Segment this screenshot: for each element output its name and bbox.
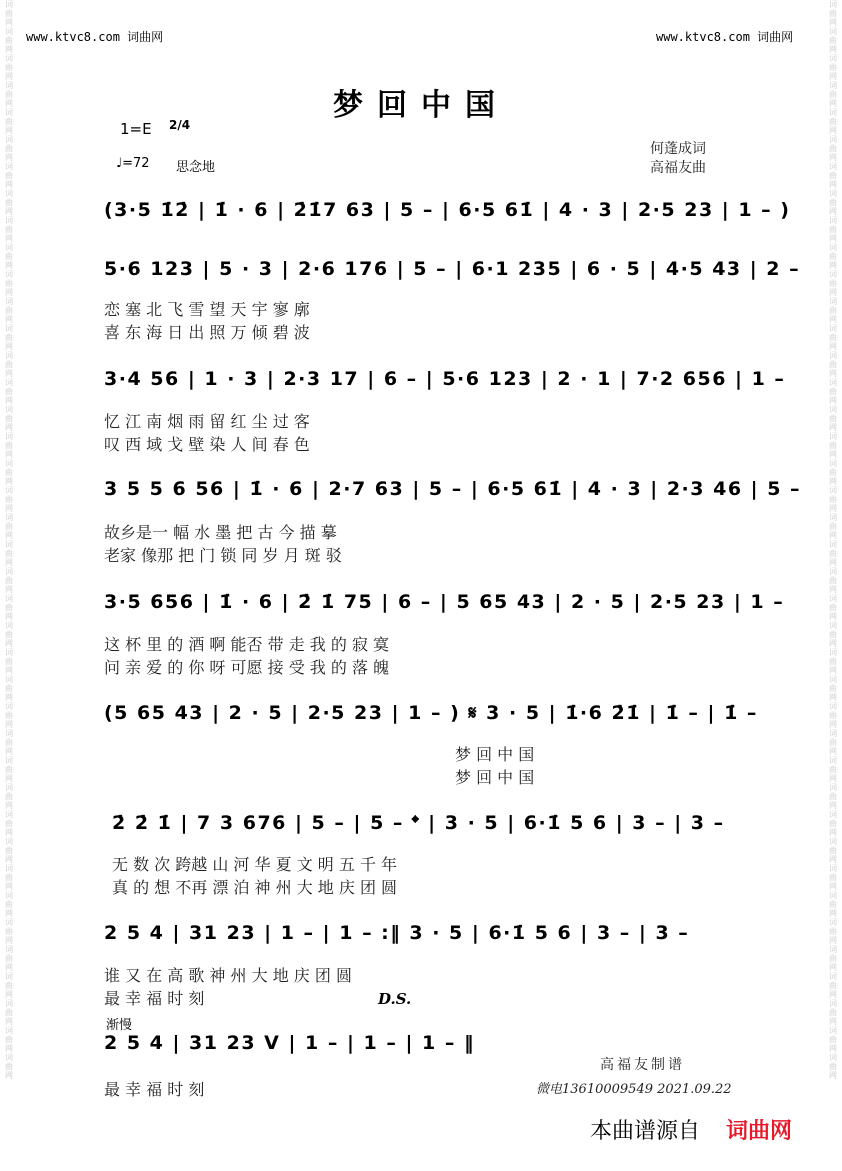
notation-row-5: 3·5 656 | 1̇ · 6 | 2̇ 1̇ 75 | 6 – | 5 65 43 | 2 · 5 | 2·5 23 | 1 – bbox=[104, 591, 785, 613]
lyric-row-3-verse-2: 叹 西 域 戈 壁 染 人 间 春 色 bbox=[104, 435, 310, 454]
time-signature: 2/4 bbox=[169, 118, 191, 132]
lyric-row-8-verse-1: 谁 又 在 高 歌 神 州 大 地 庆 团 圆 bbox=[104, 966, 352, 985]
notation-row-3: 3·4 56 | 1 · 3 | 2·3 17 | 6 – | 5·6 123 | 2 · 1 | 7·2 656 | 1 – bbox=[104, 368, 786, 390]
lyric-row-8-verse-2: 最 幸 福 时 刻 bbox=[104, 989, 205, 1008]
notation-row-2: 5·6 123 | 5 · 3 | 2·6 176 | 5 – | 6·1 235 | 6 · 5 | 4·5 43 | 2 – bbox=[104, 258, 801, 280]
notation-row-7: 2̇ 2̇ 1̇ | 7 3 676 | 5 – | 5 – 𝄌 | 3 · 5 | 6·1̇ 5 6 | 3 – | 3 – bbox=[112, 812, 725, 834]
lyricist-credit: 何蓬成词 bbox=[650, 141, 706, 157]
notation-row-9: 2 5 4 | 31 23 V | 1 – | 1 – | 1 – ‖ bbox=[104, 1032, 476, 1054]
notation-row-8: 2 5 4 | 31 23 | 1 – | 1 – :‖ 3 · 5 | 6·1̇ 5 6 | 3 – | 3 – bbox=[104, 922, 690, 944]
maker-contact: 微电13610009549 2021.09.22 bbox=[536, 1082, 732, 1097]
lyric-row-5-verse-2: 问 亲 爱 的 你 呀 可愿 接 受 我 的 落 魄 bbox=[104, 658, 390, 677]
site-watermark-right: www.ktvc8.com 词曲网 bbox=[656, 30, 794, 44]
lyric-row-3-verse-1: 忆 江 南 烟 雨 留 红 尘 过 客 bbox=[104, 412, 310, 431]
right-watermark-strip: 词曲网词曲网词曲网词曲网词曲网词曲网词曲网词曲网词曲网词曲网词曲网词曲网词曲网词曲网词曲网词曲网词曲网词曲网词曲网词曲网词曲网词曲网词曲网词曲网词曲网词曲网词曲网词曲网词曲网词曲网词曲网词曲网词曲网词曲网词曲网词曲网词曲网词曲网词曲网词曲网 bbox=[829, 0, 837, 1080]
lyric-row-7-verse-1: 无 数 次 跨越 山 河 华 夏 文 明 五 千 年 bbox=[112, 855, 398, 874]
lyric-row-4-verse-1: 故乡是一 幅 水 墨 把 古 今 描 摹 bbox=[104, 523, 337, 542]
lyric-row-5-verse-1: 这 杯 里 的 酒 啊 能否 带 走 我 的 寂 寞 bbox=[104, 635, 390, 654]
score-title: 梦回中国 bbox=[333, 88, 509, 123]
lyric-row-2-verse-2: 喜 东 海 日 出 照 万 倾 碧 波 bbox=[104, 323, 310, 342]
left-watermark-strip: 词曲网词曲网词曲网词曲网词曲网词曲网词曲网词曲网词曲网词曲网词曲网词曲网词曲网词曲网词曲网词曲网词曲网词曲网词曲网词曲网词曲网词曲网词曲网词曲网词曲网词曲网词曲网词曲网词曲网词曲网词曲网词曲网词曲网词曲网词曲网词曲网词曲网词曲网词曲网词曲网 bbox=[5, 0, 13, 1080]
maker-credit: 高福友制谱 bbox=[600, 1057, 685, 1073]
lyric-row-6-verse-1: 梦 回 中 国 bbox=[455, 745, 535, 764]
lyric-row-9-verse-1: 最 幸 福 时 刻 bbox=[104, 1080, 205, 1099]
tempo-change-marking: 渐慢 bbox=[106, 1018, 133, 1033]
tempo-marking: ♩=72 bbox=[116, 156, 150, 171]
site-watermark-left: www.ktvc8.com 词曲网 bbox=[26, 30, 164, 44]
lyric-row-4-verse-2: 老家 像那 把 门 锁 同 岁 月 斑 驳 bbox=[104, 546, 342, 565]
notation-row-1: (3·5 1̇2̇ | 1̇ · 6 | 2̇1̇7 63 | 5 – | 6·5 61̇ | 4 · 3 | 2·5 23 | 1 – ) bbox=[104, 199, 791, 221]
notation-row-4: 3 5 5 6 56 | 1̇ · 6 | 2·7 63 | 5 – | 6·5 61̇ | 4 · 3 | 2·3 46 | 5 – bbox=[104, 478, 802, 500]
notation-row-6: (5 65 43 | 2 · 5 | 2·5 23 | 1 – ) 𝄋 3 · 5 | 1̇·6 2̇1̇ | 1̇ – | 1̇ – bbox=[104, 702, 758, 724]
source-site-link[interactable]: 词曲网 bbox=[726, 1119, 793, 1144]
ds-marking: D.S. bbox=[378, 990, 412, 1008]
expression-marking: 思念地 bbox=[176, 160, 216, 175]
source-prefix: 本曲谱源自 bbox=[590, 1119, 701, 1144]
lyric-row-7-verse-2: 真 的 想 不再 漂 泊 神 州 大 地 庆 团 圆 bbox=[112, 878, 398, 897]
key-signature: 1=E bbox=[120, 120, 152, 138]
composer-credit: 高福友曲 bbox=[650, 160, 706, 176]
lyric-row-6-verse-2: 梦 回 中 国 bbox=[455, 768, 535, 787]
lyric-row-2-verse-1: 恋 塞 北 飞 雪 望 天 宇 寥 廓 bbox=[104, 300, 310, 319]
